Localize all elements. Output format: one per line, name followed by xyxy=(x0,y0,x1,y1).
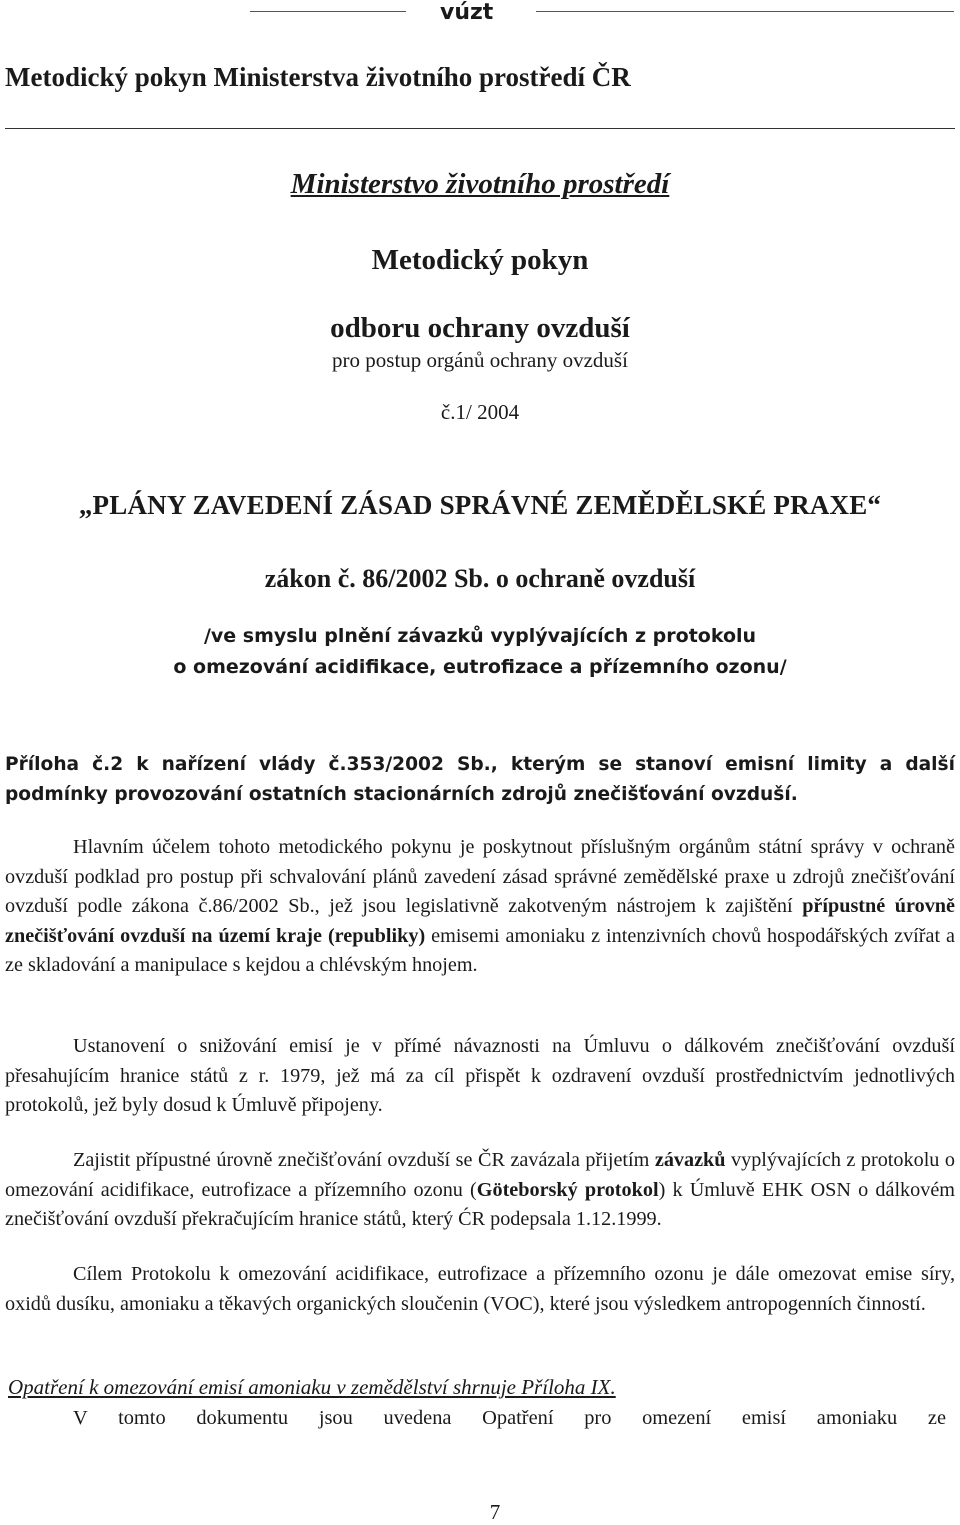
ministry-name: Ministerstvo životního prostředí xyxy=(290,168,670,200)
logo-text: vúzt xyxy=(440,0,494,24)
measures-heading: Opatření k omezování emisí amoniaku v zemědělství shrnuje Příloha IX. xyxy=(8,1375,616,1399)
paragraph-1-text-b: emisemi amoniaku z intenzivních chovů hospodářských zvířat a ze skladování a manipulace s kejdou a chlévským hnojem. xyxy=(5,924,956,976)
purpose-line: pro postup orgánů ochrany ovzduší xyxy=(332,348,628,372)
paragraph-1-bold: přípustné úrovně znečišťování ovzduší na území kraje (republiky) xyxy=(5,895,955,947)
paragraph-2: Ustanovení o snižování emisí je v přímé návaznosti na Úmluvu o dálkovém znečišťování ovzduší přesahujícím hranice států z r. 1979, jež má za cíl přispět k ozdravení ovzduší prostřednictvím jednotlivých protokolů, jež byly dosud k Úmluvě připojeny. xyxy=(5,1035,955,1116)
paragraph-4: Cílem Protokolu k omezování acidifikace, eutrofizace a přízemního ozonu je dále omezovat emise síry, oxidů dusíku, amoniaku a těkavých organických sloučenin (VOC), které jsou výsledkem antropogenních činností. xyxy=(5,1263,955,1315)
guideline-number: č.1/ 2004 xyxy=(440,400,520,424)
paragraph-3-text-a: Zajistit přípustné úrovně znečišťování ovzduší se ČR zavázala přijetím xyxy=(73,1149,655,1171)
paragraph-1 xyxy=(5,833,955,981)
title-rule xyxy=(5,128,955,129)
header-rule-left xyxy=(250,11,406,12)
header-rule-right xyxy=(536,11,954,12)
last-line: V tomto dokumentu jsou uvedena Opatření pro omezení emisí amoniaku ze xyxy=(73,1407,946,1429)
guideline-label: Metodický pokyn xyxy=(371,244,589,276)
page-number: 7 xyxy=(489,1500,501,1524)
document-title: Metodický pokyn Ministerstva životního prostředí ČR xyxy=(5,62,631,92)
law-reference: zákon č. 86/2002 Sb. o ochraně ovzduší xyxy=(264,564,696,593)
paragraph-1-text-a: Hlavním účelem tohoto metodického pokynu je poskytnout příslušným orgánům státní správy v ochraně ovzduší podklad pro postup při schvalování plánů zavedení zásad správné zemědělské praxe u zdrojů znečišťování ovzduší podle zákona č.86/2002 Sb., jež jsou legislativně zakotveným nástrojem k zajištění xyxy=(5,836,955,917)
main-heading: „PLÁNY ZAVEDENÍ ZÁSAD SPRÁVNÉ ZEMĚDĚLSKÉ PRAXE“ xyxy=(78,490,882,520)
department-name: odboru ochrany ovzduší xyxy=(330,312,630,344)
vuzt-logo xyxy=(438,0,510,24)
paragraph-3-bold-1: závazků xyxy=(654,1149,726,1171)
paragraph-3-text-c: ) k Úmluvě EHK OSN o dálkovém znečišťování ovzduší překračujícím hranice států, který ĆR podepsala 1.12.1999. xyxy=(5,1178,956,1230)
paragraph-3-text-b: vyplývajících z protokolu o omezování acidifikace, eutrofizace a přízemního ozonu ( xyxy=(5,1149,956,1201)
paragraph-3 xyxy=(5,1146,955,1235)
subtitle-line-2: o omezování acidifikace, eutrofizace a přízemního ozonu/ xyxy=(173,656,787,678)
subtitle-line-1: /ve smyslu plnění závazků vyplývajících z protokolu xyxy=(203,625,757,647)
annex-reference: Příloha č.2 k nařízení vlády č.353/2002 Sb., kterým se stanoví emisní limity a další podmínky provozování ostatních stacionárních zdrojů znečišťování ovzduší. xyxy=(5,754,955,805)
paragraph-3-bold-2: Göteborský protokol xyxy=(476,1178,659,1201)
